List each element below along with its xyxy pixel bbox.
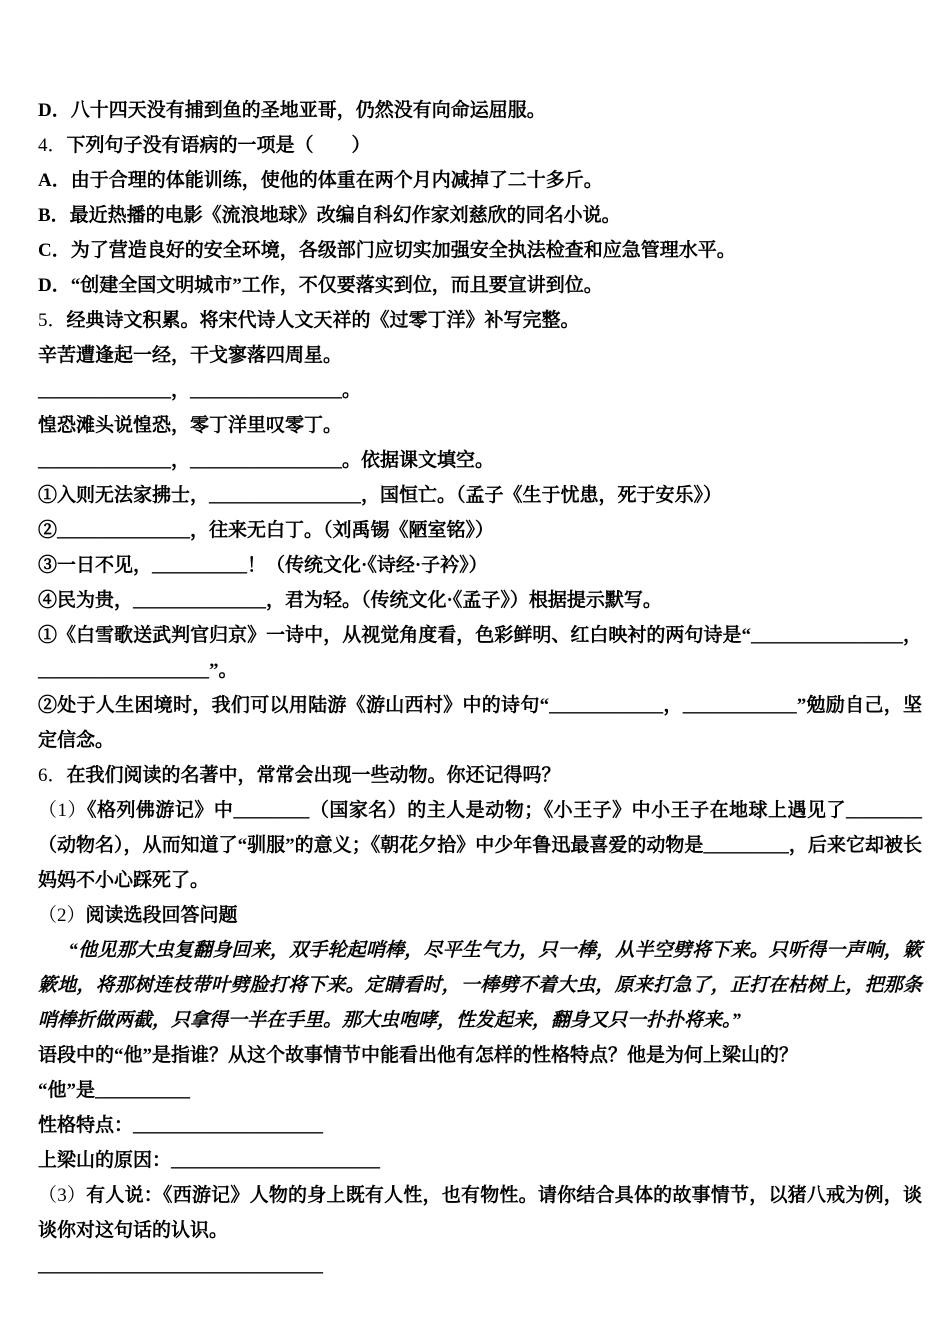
- part-1-number: （1）: [38, 800, 87, 821]
- question-5-number: 5．: [38, 310, 67, 331]
- answer-blank-reason: 上梁山的原因：______________________: [38, 1150, 381, 1171]
- question-6-stem: [38, 758, 922, 793]
- fill-blank-item-4: ④民为贵，______________，君为轻。（传统文化·《孟子》）根据提示默写。: [38, 590, 662, 611]
- option-d-santiago: D．八十四天没有捕到鱼的圣地亚哥，仍然没有向命运屈服。: [38, 100, 546, 121]
- fill-blank-item-2: ②______________，往来无白丁。（刘禹锡《陋室铭》）: [38, 520, 495, 541]
- question-4-option-b: B．最近热播的电影《流浪地球》改编自科幻作家刘慈欣的同名小说。: [38, 205, 621, 226]
- answer-blank-he: “他”是__________: [38, 1080, 191, 1101]
- dictation-item-2: ②处于人生困境时，我们可以用陆游《游山西村》中的诗句“____________，____________”勉励自己，坚定信念。: [38, 695, 922, 751]
- answer-blank-traits: 性格特点：____________________: [38, 1115, 324, 1136]
- question-6-part-2: [38, 898, 922, 933]
- question-4-option-d: D．“创建全国文明城市”工作，不仅要落实到位，而且要宣讲到位。: [38, 275, 603, 296]
- question-4-stem: [38, 128, 922, 163]
- question-6-part-1: [38, 793, 922, 898]
- question-4-option-c: C．为了营造良好的安全环境，各级部门应切实加强安全执法检查和应急管理水平。: [38, 240, 736, 261]
- question-6-number: 6．: [38, 765, 67, 786]
- poem-blank-line-1: ______________，________________。: [38, 380, 362, 401]
- poem-line-1: 辛苦遭逢起一经，干戈寥落四周星。: [38, 345, 343, 366]
- question-4-option-a: A．由于合理的体能训练，使他的体重在两个月内减掉了二十多斤。: [38, 170, 603, 191]
- question-5-stem: [38, 303, 922, 338]
- question-4-number: 4．: [38, 135, 67, 156]
- question-6-text: 在我们阅读的名著中，常常会出现一些动物。你还记得吗？: [66, 765, 561, 786]
- poem-blank-line-2: ______________，________________。依据课文填空。: [38, 450, 495, 471]
- part-2-number: （2）: [38, 905, 86, 926]
- question-4-text: 下列句子没有语病的一项是（ ）: [66, 135, 371, 156]
- part-3-number: （3）: [38, 1185, 87, 1206]
- fill-blank-item-1: ①入则无法家拂士，________________，国恒亡。（孟子《生于忧患，死于安乐》）: [38, 485, 723, 506]
- question-6-part-3: [38, 1178, 922, 1248]
- question-5-text: 经典诗文积累。将宋代诗人文天祥的《过零丁洋》补写完整。: [66, 310, 580, 331]
- answer-blank-final: ______________________________: [38, 1255, 323, 1276]
- part-1-text: 《格列佛游记》中________（国家名）的主人是动物；《小王子》中小王子在地球上遇见了________（动物名），从而知道了“驯服”的意义；《朝花夕拾》中少年鲁迅最喜爱的动物是_________，后来它却被长妈妈不小心踩死了。: [38, 800, 922, 891]
- dictation-item-1: ①《白雪歌送武判官归京》一诗中，从视觉角度看，色彩鲜明、红白映衬的两句诗是“________________，__________________”。: [38, 625, 922, 681]
- fill-blank-item-3: ③一日不见，__________！（传统文化·《诗经·子衿》）: [38, 555, 488, 576]
- part-2-text: 阅读选段回答问题: [85, 905, 238, 926]
- excerpt-passage: “他见那大虫复翻身回来，双手轮起哨棒，尽平生气力，只一棒，从半空劈将下来。只听得一声响，簌簌地，将那树连枝带叶劈脸打将下来。定睛看时，一棒劈不着大虫，原来打急了，正打在枯树上，把那条哨棒折做两截，只拿得一半在手里。那大虫咆哮，性发起来，翻身又只一扑扑将来。”: [38, 940, 922, 1031]
- poem-line-2: 惶恐滩头说惶恐，零丁洋里叹零丁。: [38, 415, 343, 436]
- passage-question: 语段中的“他”是指谁？从这个故事情节中能看出他有怎样的性格特点？他是为何上梁山的？: [38, 1045, 799, 1066]
- part-3-text: 有人说：《西游记》人物的身上既有人性，也有物性。请你结合具体的故事情节，以猪八戒为例，谈谈你对这句话的认识。: [38, 1185, 922, 1241]
